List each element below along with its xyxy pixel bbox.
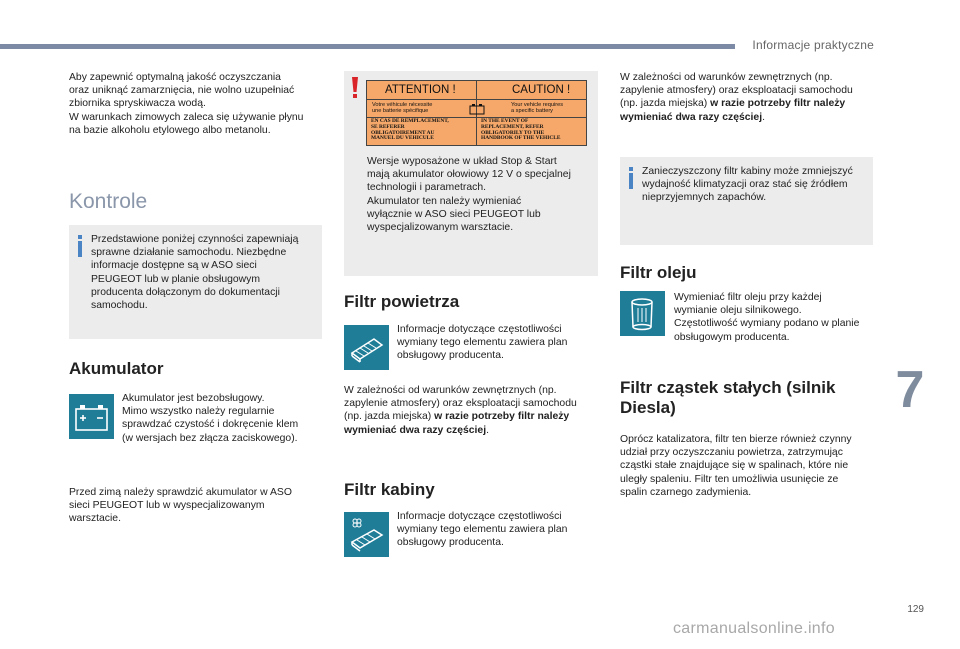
- kabiny-info-box: [620, 157, 873, 245]
- warning-exclamation-icon: [350, 77, 360, 99]
- text-span: .: [486, 424, 489, 436]
- section-title: Informacje praktyczne: [752, 38, 874, 52]
- text-line: wydajność klimatyzacji oraz stać się źródłem: [642, 179, 848, 191]
- text-line: wyłącznie w ASO sieci PEUGEOT lub: [367, 208, 541, 220]
- dpf-heading: [620, 378, 880, 418]
- dpf-paragraph: [620, 433, 880, 499]
- text-line: W zależności od warunków zewnętrznych (np.: [344, 385, 557, 396]
- text-line: na bazie alkoholu etylowego albo metanolu.: [69, 124, 271, 136]
- text-line: zapylenie atmosfery) oraz eksploatacji samochodu: [344, 398, 577, 410]
- winter-check-paragraph: [69, 486, 324, 526]
- chapter-number: 7: [895, 361, 925, 419]
- filtr-kabiny-text: [397, 510, 597, 550]
- text-line: wymianie oleju silnikowego.: [674, 305, 802, 317]
- text-line: W zależności od warunków zewnętrznych (np.: [620, 72, 833, 83]
- info-icon: [629, 167, 633, 189]
- washer-fluid-paragraph: [69, 71, 324, 137]
- battery-icon: [469, 103, 485, 115]
- text-line: Akumulator jest bezobsługowy.: [122, 393, 265, 404]
- text-line: technologii i parametrach.: [367, 182, 486, 194]
- air-filter-icon: [344, 325, 389, 370]
- text-line: Wersje wyposażone w układ Stop & Start: [367, 156, 557, 167]
- bold-text: wymieniać dwa razy częściej: [620, 111, 763, 123]
- text-line: (w wersjach bez złącza zaciskowego).: [122, 432, 298, 444]
- text-line: W warunkach zimowych zaleca się używanie płynu: [69, 111, 304, 123]
- dpf-heading-line: Filtr cząstek stałych (silnik: [620, 378, 836, 397]
- text-line: sprawdzać czystość i dokręcenie klem: [122, 419, 299, 431]
- page-number: 129: [907, 604, 924, 615]
- cabin-filter-icon: [344, 512, 389, 557]
- text-line: wymiany tego elementu zawiera plan: [397, 337, 568, 349]
- text-line: udział przy oczyszczaniu powietrza, zatrzymując: [620, 447, 843, 459]
- text-line: oraz uniknąć zamarznięcia, nie wolno uzupełniać: [69, 85, 295, 97]
- header-bar: [0, 44, 735, 49]
- text-line: zapylenie atmosfery) oraz eksploatacji samochodu: [620, 85, 853, 97]
- text-line: PEUGEOT lub w planie obsługowym: [91, 273, 261, 285]
- text-line: Akumulator ten należy wymieniać: [367, 195, 522, 207]
- text-span: (np. jazda miejska): [344, 411, 432, 423]
- label-en-caps: IN THE EVENT OF REPLACEMENT, REFER OBLIGATORILY TO THE HANDBOOK OF THE VEHICLE: [481, 118, 561, 142]
- text-line: Częstotliwość wymiany podano w planie: [674, 318, 860, 330]
- battery-icon: [69, 394, 114, 439]
- oil-filter-icon: [620, 291, 665, 336]
- text-line: Wymieniać filtr oleju przy każdej: [674, 292, 822, 303]
- text-line: wymiany tego elementu zawiera plan: [397, 524, 568, 536]
- akumulator-text: [122, 392, 322, 445]
- text-line: Oprócz katalizatora, filtr ten bierze również czynny: [620, 434, 852, 445]
- filtr-oleju-heading: Filtr oleju: [620, 263, 697, 282]
- label-fr-caps: EN CAS DE REMPLACEMENT, SE REFERER OBLIGATOIREMENT AU MANUEL DU VEHICULE: [371, 118, 449, 142]
- text-line: Przedstawione poniżej czynności zapewniają: [91, 234, 299, 245]
- text-line: warsztacie.: [69, 513, 121, 525]
- text-line: Mimo wszystko należy regularnie: [122, 406, 275, 418]
- stop-start-info-box: [344, 71, 598, 276]
- text-line: mają akumulator ołowiowy 12 V o specjalnej: [367, 169, 571, 181]
- text-line: samochodu.: [91, 300, 148, 312]
- bold-text: wymieniać dwa razy częściej: [344, 424, 487, 436]
- bold-text: w razie potrzeby filtr należy: [434, 411, 570, 423]
- text-line: producenta dołączonym do dokumentacji: [91, 286, 280, 298]
- text-line: informacje dostępne są w ASO sieci: [91, 260, 257, 272]
- text-line: Aby zapewnić optymalną jakość oczyszczania: [69, 72, 281, 83]
- filtr-powietrza-text: [397, 323, 597, 363]
- kontrole-info-box: [69, 225, 322, 339]
- text-line: Informacje dotyczące częstotliwości: [397, 511, 562, 522]
- text-span: (np. jazda miejska): [620, 98, 708, 110]
- kabiny-conditions-paragraph: [620, 71, 875, 124]
- watermark-text: carmanualsonline.info: [673, 620, 835, 637]
- filtr-oleju-text: [674, 291, 874, 344]
- text-span: .: [762, 111, 765, 123]
- text-line: Zanieczyszczony filtr kabiny może zmniejszyć: [642, 166, 853, 177]
- stop-start-text: [367, 155, 592, 234]
- text-line: cząstki stałe znajdujące się w spalinach, które nie: [620, 460, 849, 472]
- text-line: obsługowy producenta.: [397, 350, 504, 362]
- text-line: uległy spaleniu. Filtr ten umożliwia usunięcie ze: [620, 473, 839, 485]
- label-caution: CAUTION !: [512, 84, 571, 96]
- text-line: Przed zimą należy sprawdzić akumulator w ASO: [69, 487, 292, 498]
- powietrza-conditions-paragraph: [344, 384, 599, 437]
- dpf-heading-line: Diesla): [620, 398, 676, 417]
- info-icon: [78, 235, 82, 257]
- akumulator-heading: Akumulator: [69, 359, 164, 378]
- text-line: sieci PEUGEOT lub w wyspecjalizowanym: [69, 500, 265, 512]
- text-line: sprawne działanie samochodu. Niezbędne: [91, 247, 287, 259]
- text-line: nieprzyjemnych zapachów.: [642, 192, 767, 204]
- text-line: spalin czarnego zadymienia.: [620, 486, 752, 498]
- battery-warning-label: [366, 80, 587, 146]
- label-fr-small: Votre véhicule nécessite une batterie spécifique: [372, 102, 433, 115]
- label-attention: ATTENTION !: [385, 84, 456, 96]
- kontrole-heading: Kontrole: [69, 190, 148, 213]
- text-line: obsługowy producenta.: [397, 537, 504, 549]
- label-en-small: Your vehicle requires a specific battery: [511, 102, 564, 115]
- filtr-kabiny-heading: Filtr kabiny: [344, 480, 435, 499]
- bold-text: w razie potrzeby filtr należy: [710, 98, 846, 110]
- text-line: obsługowym producenta.: [674, 331, 790, 343]
- text-line: zbiornika spryskiwacza wodą.: [69, 98, 206, 110]
- filtr-powietrza-heading: Filtr powietrza: [344, 292, 460, 311]
- text-line: Informacje dotyczące częstotliwości: [397, 324, 562, 335]
- text-line: wyspecjalizowanym warsztacie.: [367, 222, 514, 234]
